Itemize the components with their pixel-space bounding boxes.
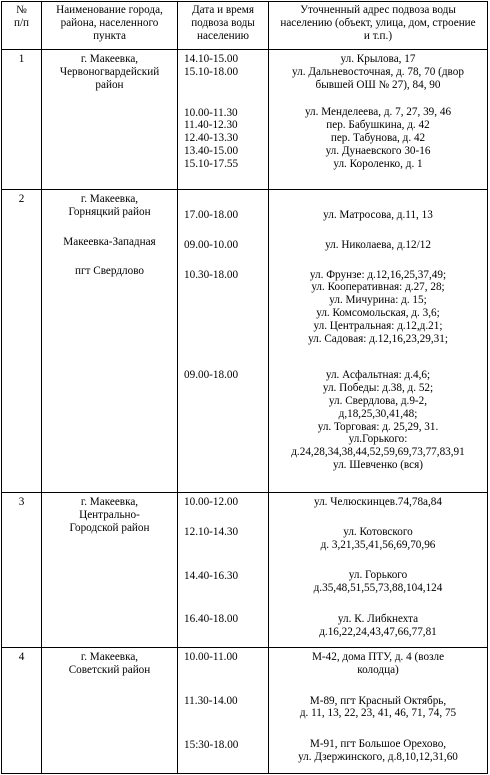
header-address-text: Уточненный адрес подвоза воды населению (объект, улица, дом, строение и т.п.) (280, 4, 476, 42)
time-slot: 12.10-14.30 (184, 525, 239, 538)
address-line: колодца) (357, 663, 399, 676)
city-line: Городской район (69, 521, 150, 534)
address-line: ул. К. Либкнехта (337, 612, 419, 625)
address-line: д. 3,21,35,41,56,69,70,96 (320, 538, 436, 551)
time-slot: 14.10-15.00 (184, 53, 239, 65)
address-line: ул. Котовского (343, 525, 413, 538)
row-4-addresses (269, 648, 487, 764)
row-4-times (178, 648, 268, 751)
header-datetime-text: Дата и время подвоза воды населению (191, 4, 255, 42)
time-slot: 10.00-11.30 (184, 106, 238, 119)
address-line: ул. Центральная: д.12,д.21; (313, 319, 443, 332)
address-line: ул. Крылова, 17 (340, 53, 416, 65)
header-city-text: Наименование города, района, населенного пункта (56, 4, 163, 42)
address-line: пер. Табунова, д. 42 (330, 131, 426, 144)
address-line: д.24,28,34,38,44,52,59,69,73,77,83,91 (291, 446, 465, 459)
city-line: Макеевка-Западная (63, 235, 156, 248)
row-2-num (2, 190, 41, 206)
row-1-addresses (269, 50, 487, 170)
address-line: ул. Менделеева, д. 7, 27, 39, 46 (304, 106, 452, 119)
city-line: Советский район (68, 663, 151, 676)
time-slot: 13.40-15.00 (184, 144, 239, 157)
time-slot: 11.30-14.00 (184, 694, 238, 707)
address-line: ул. Свердлова, д.9-2, (328, 394, 428, 407)
address-line: ул. Победы: д.38, д. 52; (322, 382, 434, 395)
row-3-city (42, 493, 177, 534)
address-line: ул. Кооперативная: д.27, 28; (311, 281, 445, 294)
row-4-num (2, 648, 41, 664)
address-line: бывшей ОШ № 27), 84, 90 (315, 78, 441, 91)
city-line: район (95, 78, 124, 91)
city-line: г. Макеевка, (80, 496, 139, 508)
row-3-times (178, 493, 268, 626)
header-num (2, 1, 41, 30)
city-line: Центрально- (79, 508, 140, 521)
time-slot: 15.10-18.00 (184, 65, 239, 78)
address-line: ул. Матросова, д.11, 13 (323, 209, 433, 221)
address-line: ул. Дунаевского 30-16 (325, 144, 431, 157)
address-line: ул. Фрунзе: д.12,16,25,37,49; (309, 268, 447, 281)
address-line: д.35,48,51,55,73,88,104,124 (313, 582, 443, 595)
row-2-city (42, 190, 177, 278)
address-line: М-42, дома ПТУ, д. 4 (возле (311, 651, 445, 663)
table-border-right (487, 1, 488, 774)
address-line: ул.Горького: (348, 433, 408, 446)
time-slot: 14.40-16.30 (184, 569, 239, 582)
address-line: ул. Дальневосточная, д. 78, 70 (двор (292, 65, 464, 78)
address-line: М-89, пгт Красный Октябрь, (309, 694, 447, 707)
time-slot: 15:30-18.00 (184, 738, 239, 751)
row-2-addresses (269, 190, 487, 472)
address-line: ул. Шевченко (вся) (332, 458, 423, 471)
city-line: г. Макеевка, (80, 193, 139, 205)
time-slot: 15.10-17.55 (184, 157, 239, 170)
row-1-num (2, 50, 41, 66)
time-slot: 09.00-10.00 (184, 238, 239, 251)
time-slot: 10.00-11.00 (184, 651, 238, 663)
address-line: ул. Садовая: д.12,16,23,29,31; (308, 332, 448, 345)
address-line: М-91, пгт Большое Орехово, (309, 738, 447, 751)
city-line: Червоногвардейский (59, 65, 160, 78)
city-line: г. Макеевка, (80, 53, 139, 65)
time-slot: 10.30-18.00 (184, 268, 239, 281)
address-line: ул. Асфальтная: д.4,6; (325, 369, 431, 382)
address-line: ул. Комсомольская, д. 3,6; (316, 306, 440, 319)
address-line: ул. Торговая: д. 25,29, 31. (317, 420, 439, 433)
row-num: 1 (18, 53, 25, 65)
address-line: ул. Дзержинского, д.8,10,12,31,60 (298, 750, 458, 763)
row-1-city (42, 50, 177, 91)
row-2-times (178, 190, 268, 382)
row-3-num (2, 493, 41, 509)
time-slot: 11.40-12.30 (184, 119, 238, 132)
address-line: д,18,25,30,41,48; (338, 407, 418, 420)
city-line: пгт Свердлово (74, 265, 145, 278)
time-slot: 16.40-18.00 (184, 613, 239, 626)
time-slot: 12.40-13.30 (184, 132, 239, 145)
row-num: 3 (18, 496, 25, 508)
time-slot: 09.00-18.00 (184, 369, 239, 382)
city-line: Горняцкий район (68, 205, 151, 218)
time-slot: 17.00-18.00 (184, 209, 239, 221)
time-slot: 10.00-12.00 (184, 496, 239, 508)
row-num: 2 (18, 193, 25, 205)
address-line: ул. Мичурина: д. 15; (329, 294, 427, 307)
address-line: д. 11, 13, 22, 23, 41, 46, 71, 74, 75 (299, 707, 457, 720)
address-line: ул. Короленко, д. 1 (333, 157, 423, 170)
address-line: ул. Горького (348, 569, 408, 582)
address-line: пер. Бабушкина, д. 42 (326, 119, 430, 132)
table-border-bottom (1, 773, 488, 774)
address-line: ул. Челюскинцев.74,78а,84 (314, 496, 442, 508)
address-line: ул. Николаева, д.12/12 (325, 238, 431, 251)
city-line: г. Макеевка, (80, 651, 139, 663)
header-address (269, 1, 487, 42)
row-num: 4 (18, 651, 25, 663)
row-1-times (178, 50, 268, 171)
header-datetime (178, 1, 268, 42)
header-num-text: № п/п (13, 4, 30, 29)
address-line: д.16,22,24,43,47,66,77,81 (319, 625, 437, 638)
row-3-addresses (269, 493, 487, 639)
row-4-city (42, 648, 177, 677)
header-city (42, 1, 177, 42)
